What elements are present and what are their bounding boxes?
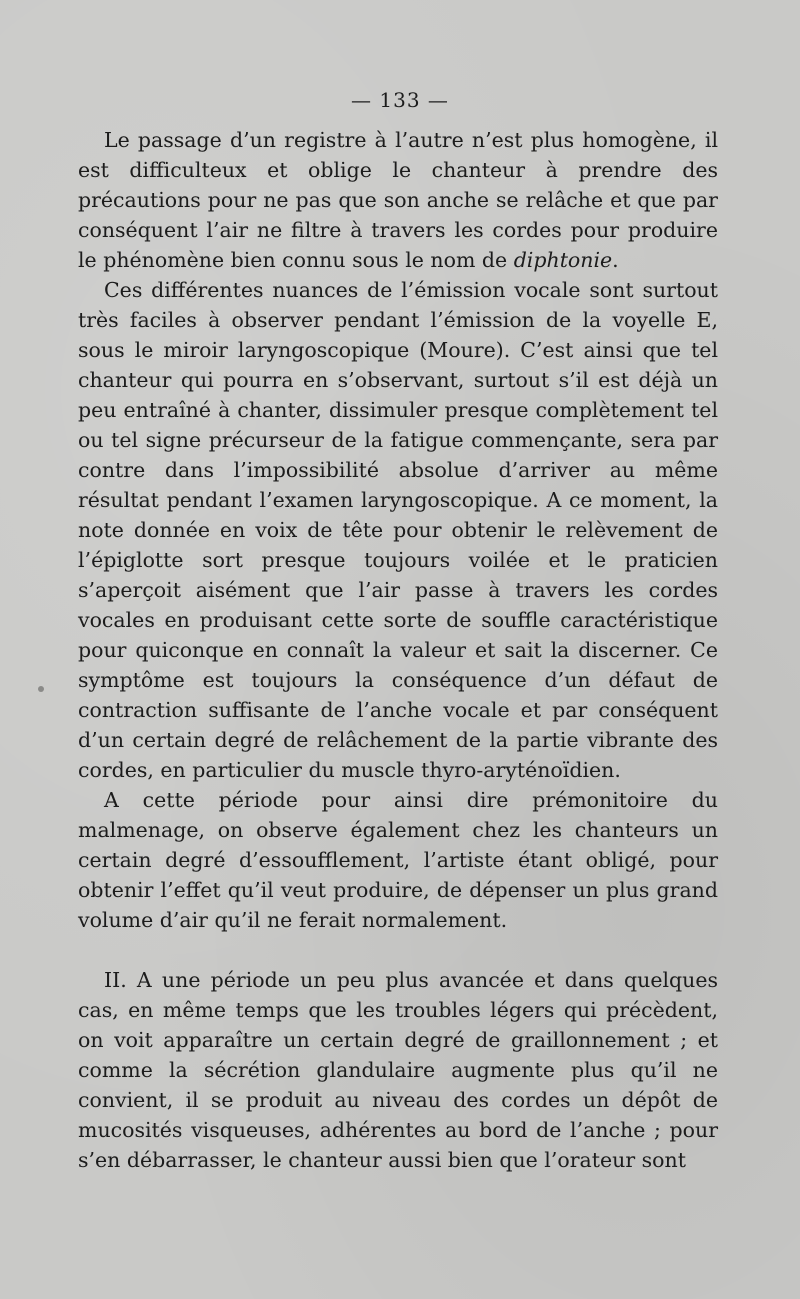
paragraph-1-text: Le passage d’un registre à l’autre n’est plus homogène, il est difficulteux et oblige le chanteur à prendre des précautions pour ne pas que son anche se relâche et que par conséquent l’air ne filtre à travers les cordes pour produire le phénomène bien connu sous le nom de <box>78 128 718 272</box>
paragraph-3: A cette période pour ainsi dire prémonitoire du malmenage, on observe également chez les chanteurs un certain degré d’essoufflement, l’artiste étant obligé, pour obtenir l’effet qu’il veut produire, de dépenser un plus grand volume d’air qu’il ne ferait normalement. <box>78 788 718 932</box>
body-text <box>78 125 718 1175</box>
paragraph-1 <box>78 125 718 275</box>
paper-speck <box>38 686 44 692</box>
paragraph-2: Ces différentes nuances de l’émission vocale sont surtout très faciles à observer pendant l’émission de la voyelle E, sous le miroir laryngoscopique (Moure). C’est ainsi que tel chanteur qui pourra en s’observant, surtout s’il est déjà un peu entraîné à chanter, dissimuler presque complètement tel ou tel signe précurseur de la fatigue commençante, sera par contre dans l’impossibilité absolue d’arriver au même résultat pendant l’examen laryngoscopique. A ce moment, la note donnée en voix de tête pour obtenir le relèvement de l’épiglotte sort presque toujours voilée et le praticien s’aperçoit aisément que l’air passe à travers les cordes vocales en produisant cette sorte de souffle caractéristique pour quiconque en connaît la valeur et sait la discerner. Ce symptôme est toujours la conséquence d’un défaut de contraction suffisante de l’anche vocale et par conséquent d’un certain degré de relâchement de la partie vibrante des cordes, en particulier du muscle thyro-aryténoïdien. <box>78 278 718 782</box>
emphasis-diphtonie: diphtonie <box>513 248 613 272</box>
paragraph-4: II. A une période un peu plus avancée et dans quelques cas, en même temps que les troubles légers qui précèdent, on voit apparaître un certain degré de graillonnement ; et comme la sécrétion glandulaire augmente plus qu’il ne convient, il se produit au niveau des cordes un dépôt de mucosités visqueuses, adhérentes au bord de l’anche ; pour s’en débarrasser, le chanteur aussi bien que l’orateur sont <box>78 968 718 1172</box>
paragraph-1-end: . <box>612 248 619 272</box>
page-number: — 133 — <box>351 88 449 112</box>
